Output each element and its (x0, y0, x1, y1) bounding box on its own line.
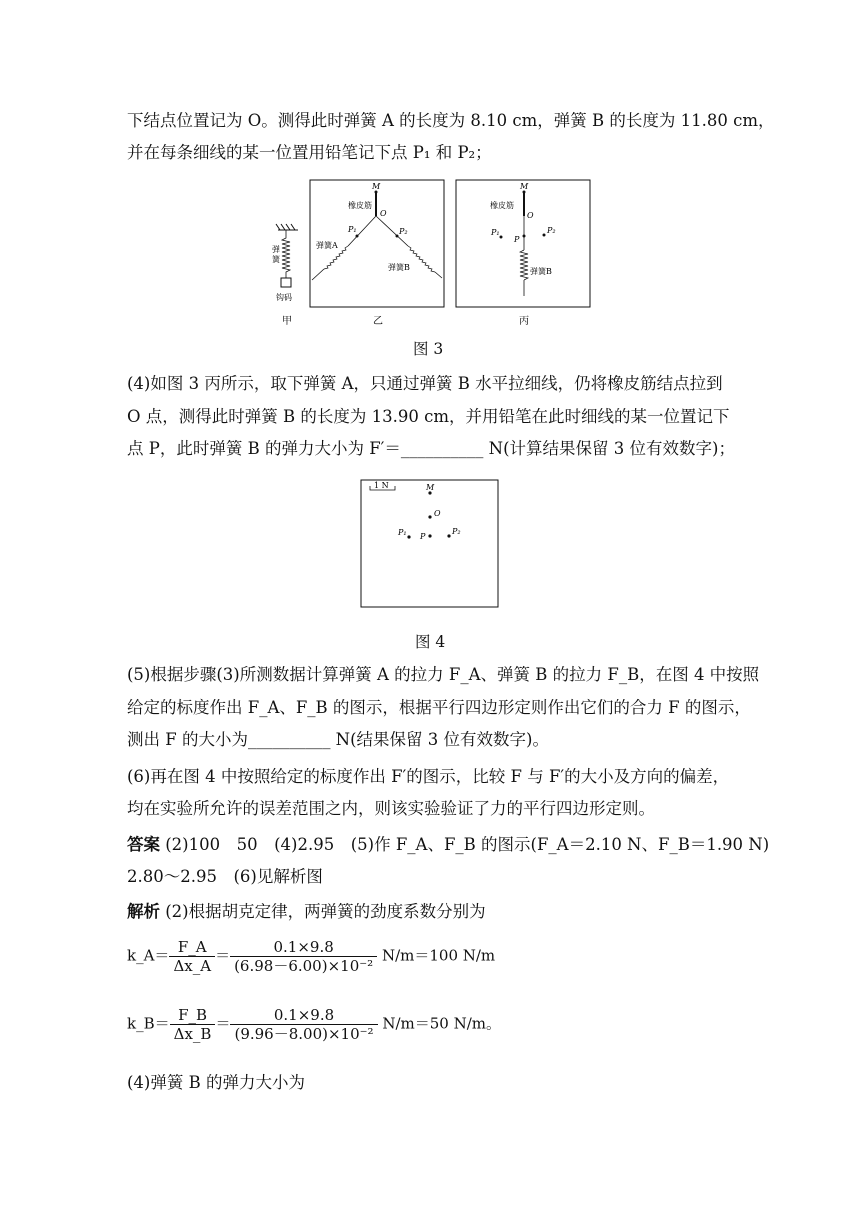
paragraph-line-9: (6)再在图 4 中按照给定的标度作出 F′的图示，比较 F 与 F′的大小及方向的偏差， (127, 767, 730, 786)
fig3-spring-label: 弹 (272, 245, 280, 254)
analysis-text-1: (2)根据胡克定律，两弹簧的劲度系数分别为 (165, 902, 486, 921)
fig3-bing-label: 丙 (519, 316, 529, 327)
figure-4 (359, 478, 501, 610)
answer-line-1 (127, 834, 769, 856)
kB-fraction-2 (230, 1006, 377, 1043)
answer-line-2: 2.80～2.95 (6)见解析图 (127, 867, 323, 886)
kA-fraction-1 (169, 938, 215, 975)
fig3-jia (272, 224, 298, 327)
fig3-spring-label-2: 簧 (272, 255, 280, 264)
kA-fraction-2 (230, 938, 377, 975)
fig3-yi-O: O (380, 209, 387, 218)
fig4-P: P (420, 532, 426, 541)
kA-lhs: k_A＝ (127, 946, 170, 965)
kB-den: (9.96－8.00)×10⁻² (234, 1025, 374, 1043)
kA-frac-den: Δx_A (173, 957, 212, 975)
kA-eq: ＝ (215, 946, 231, 965)
figure-3 (268, 178, 598, 328)
fig3-bing (456, 180, 590, 327)
kB-lhs: k_B＝ (127, 1014, 170, 1033)
formula-kA (127, 938, 495, 975)
fig3-rubber-label: 橡皮筋 (348, 201, 372, 210)
fig3-bing-rubber-label: 橡皮筋 (490, 201, 514, 210)
kA-result: N/m＝100 N/m (381, 946, 496, 965)
paragraph-line-4: O 点，测得此时弹簧 B 的长度为 13.90 cm，并用铅笔在此时细线的某一位置记下 (127, 407, 730, 426)
fig3-bing-P1: P₁ (491, 228, 500, 237)
fig3-yi-M: M (372, 182, 381, 191)
fig4-P2: P₂ (452, 527, 461, 536)
fig3-weight-label: 钩码 (276, 293, 292, 302)
fig3-bing-springB-label: 弹簧B (530, 267, 552, 276)
kB-eq: ＝ (215, 1014, 231, 1033)
answer-text-1: (2)100 50 (4)2.95 (5)作 F_A、F_B 的图示(F_A＝2.10 N、F_B＝1.90 N) (165, 835, 770, 854)
paragraph-line-7: 给定的标度作出 F_A、F_B 的图示，根据平行四边形定则作出它们的合力 F 的图示， (127, 698, 751, 717)
fig3-springB-label: 弹簧B (388, 263, 410, 272)
fig3-jia-label: 甲 (282, 316, 292, 327)
fig3-yi-P2: P₂ (399, 227, 408, 236)
fig3-bing-O: O (527, 211, 534, 220)
fig3-springA-label: 弹簧A (316, 241, 338, 250)
kA-frac-num: F_A (169, 938, 215, 957)
analysis-line-4: (4)弹簧 B 的弹力大小为 (127, 1073, 305, 1092)
fig4-scale-label: 1 N (374, 481, 389, 490)
fig3-yi (310, 180, 444, 327)
fig3-yi-label: 乙 (373, 316, 383, 327)
paragraph-line-8: 测出 F 的大小为__________ N(结果保留 3 位有效数字)。 (127, 730, 549, 749)
kB-num: 0.1×9.8 (230, 1006, 377, 1025)
paragraph-line-10: 均在实验所允许的误差范围之内，则该实验验证了力的平行四边形定则。 (127, 799, 655, 818)
figure-3-caption: 图 3 (413, 340, 444, 358)
formula-kB (127, 1006, 501, 1043)
kA-den: (6.98－6.00)×10⁻² (234, 957, 374, 975)
fig3-bing-P2: P₂ (547, 226, 556, 235)
fig4-M: M (426, 483, 435, 492)
kB-frac-num: F_B (170, 1006, 216, 1025)
kB-frac-den: Δx_B (173, 1025, 212, 1043)
figure-4-caption: 图 4 (415, 633, 446, 651)
paragraph-line-2: 并在每条细线的某一位置用铅笔记下点 P₁ 和 P₂； (127, 143, 492, 162)
paragraph-line-6: (5)根据步骤(3)所测数据计算弹簧 A 的拉力 F_A、弹簧 B 的拉力 F_B，在图 4 中按照 (127, 665, 760, 684)
paragraph-line-3: (4)如图 3 丙所示，取下弹簧 A，只通过弹簧 B 水平拉细线，仍将橡皮筋结点拉到 (127, 374, 723, 393)
paragraph-line-5: 点 P，此时弹簧 B 的弹力大小为 F′＝__________ N(计算结果保留 3 位有效数字)； (127, 439, 735, 458)
fig3-bing-P: P (514, 235, 520, 244)
paragraph-line-1: 下结点位置记为 O。测得此时弹簧 A 的长度为 8.10 cm，弹簧 B 的长度为 11.80 cm， (127, 111, 775, 130)
fig3-bing-M: M (520, 182, 529, 191)
fig3-yi-P1: P₁ (348, 225, 357, 234)
fig4-O: O (434, 509, 441, 518)
analysis-label: 解析 (127, 902, 160, 921)
answer-label: 答案 (127, 835, 160, 854)
kB-result: N/m＝50 N/m。 (382, 1014, 502, 1033)
fig4-P1: P₁ (398, 528, 407, 537)
kB-fraction-1 (170, 1006, 216, 1043)
kA-num: 0.1×9.8 (230, 938, 377, 957)
analysis-line-1 (127, 901, 486, 923)
